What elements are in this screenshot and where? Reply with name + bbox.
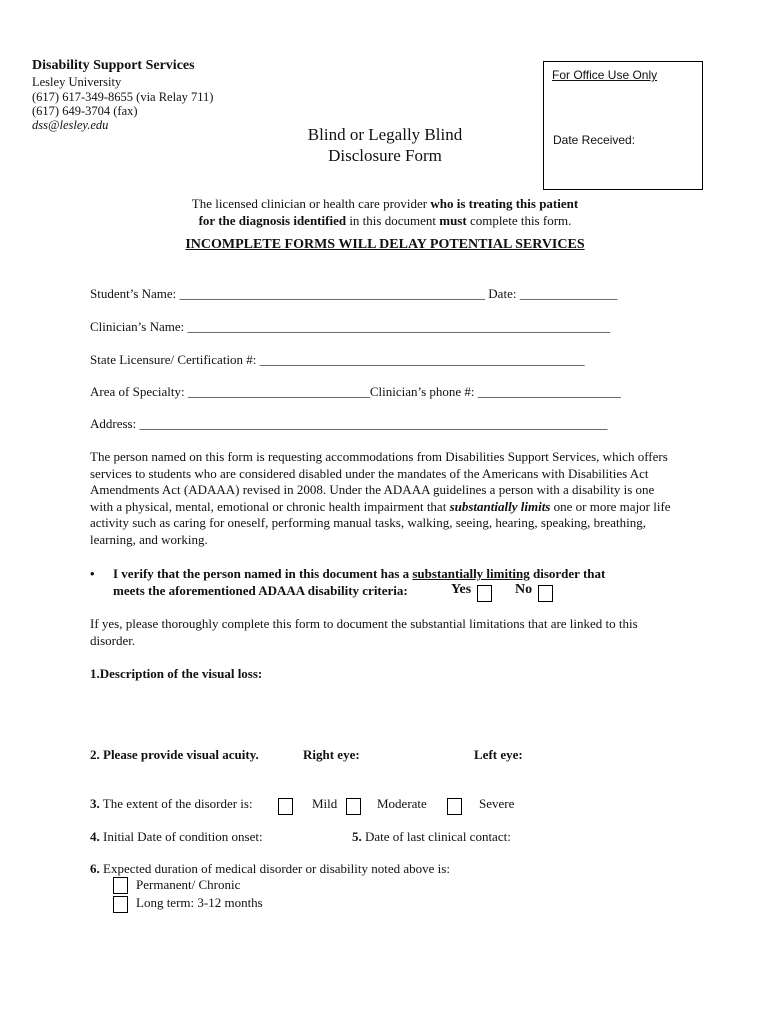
permanent-checkbox[interactable] — [113, 876, 128, 894]
right-eye-label: Right eye: — [303, 747, 360, 762]
visual-loss-answer[interactable] — [90, 686, 680, 742]
paragraph-text: The person named on this form is requesting accommodations from Disabilities Support Services, which offers services to students who are considered disabled under the mandates of the Americans with Disabilities Act Amendments Act (ADAAA) revised in 2008. Under the ADAAA guidelines a person with a disability is one with a physical, mental, emotional or chronic health impairment that — [90, 449, 668, 514]
q3-label — [90, 796, 253, 812]
q3-text: The extent of the disorder is: — [99, 796, 253, 811]
q5-number: 5. — [352, 829, 362, 844]
if-yes-text: If yes, please thoroughly complete this form to document the substantial limitations that are linked to this disorder. — [90, 616, 638, 648]
yes-label: Yes — [451, 582, 472, 597]
paragraph-emphasis: substantially — [449, 498, 518, 514]
office-use-title: For Office Use Only — [552, 68, 658, 82]
verify-text: I verify that the person named in this document has a — [113, 566, 413, 581]
verify-line1 — [113, 566, 605, 582]
ada-paragraph — [90, 449, 680, 548]
q5-text: Date of last clinical contact: — [361, 829, 511, 844]
no-label: No — [515, 582, 533, 597]
form-title-line2: Disclosure Form — [328, 146, 442, 165]
paragraph-text: one or more major life activity such as caring for oneself, performing manual tasks, walking, seeing, hearing, speaking, breathing, learning, and working. — [90, 498, 671, 547]
q4-text: Initial Date of condition onset: — [99, 829, 263, 844]
long-term-label: Long term: 3-12 months — [136, 895, 263, 910]
instruction-emphasis: for the diagnosis identified — [198, 213, 347, 228]
student-name-field[interactable]: Student’s Name: _______________________________________________ Date: _______________ — [90, 286, 618, 301]
permanent-label: Permanent/ Chronic — [136, 877, 241, 892]
mild-label: Mild — [312, 796, 338, 811]
phone-number: (617) 617-349-8655 (via Relay 711) — [32, 90, 214, 104]
instruction-emphasis: who is treating this patient — [430, 196, 579, 211]
q4-label — [90, 829, 263, 845]
specialty-phone-field[interactable]: Area of Specialty: ____________________________Clinician’s phone #: ______________________ — [90, 384, 621, 399]
instruction-text: complete this form. — [466, 213, 572, 228]
q4-number: 4. — [90, 829, 100, 844]
verify-emphasis: substantially limiting — [412, 566, 530, 581]
q3-number: 3. — [90, 796, 100, 811]
email-address: dss@lesley.edu — [32, 118, 109, 132]
instruction-line1 — [100, 195, 670, 212]
form-title-line1: Blind or Legally Blind — [307, 125, 463, 144]
q6-label — [90, 861, 450, 877]
long-term-checkbox[interactable] — [113, 895, 128, 913]
severe-label: Severe — [479, 796, 515, 811]
q5-label — [352, 829, 511, 845]
verify-line2: meets the aforementioned ADAAA disability criteria: — [113, 583, 408, 598]
bullet: • — [90, 566, 95, 581]
fax-number: (617) 649-3704 (fax) — [32, 104, 138, 118]
incomplete-warning: INCOMPLETE FORMS WILL DELAY POTENTIAL SERVICES — [185, 237, 585, 252]
organization-name: Disability Support Services — [32, 58, 195, 73]
left-eye-label: Left eye: — [474, 747, 523, 762]
instruction-text: The licensed clinician or health care provider — [191, 196, 431, 211]
yes-checkbox[interactable] — [477, 584, 492, 602]
paragraph-emphasis: limits — [520, 498, 551, 514]
date-received-label: Date Received: — [553, 133, 636, 147]
q6-number: 6. — [90, 861, 100, 876]
moderate-checkbox[interactable] — [346, 797, 361, 815]
mild-checkbox[interactable] — [278, 797, 293, 815]
instruction-text: in this document — [346, 213, 440, 228]
clinician-name-field[interactable]: Clinician’s Name: _________________________________________________________________ — [90, 319, 610, 334]
verify-text: disorder that — [529, 566, 606, 581]
license-field[interactable]: State Licensure/ Certification #: __________________________________________________ — [90, 352, 585, 367]
no-checkbox[interactable] — [538, 584, 553, 602]
moderate-label: Moderate — [377, 796, 427, 811]
instruction-line2 — [100, 212, 670, 229]
q2-label: 2. Please provide visual acuity. — [90, 747, 259, 762]
address-field[interactable]: Address: ________________________________________________________________________ — [90, 416, 608, 431]
severe-checkbox[interactable] — [447, 797, 462, 815]
university-name: Lesley University — [32, 75, 122, 89]
instruction-emphasis: must — [439, 213, 467, 228]
q1-label: 1.Description of the visual loss: — [90, 666, 263, 681]
q6-text: Expected duration of medical disorder or disability noted above is: — [99, 861, 450, 876]
